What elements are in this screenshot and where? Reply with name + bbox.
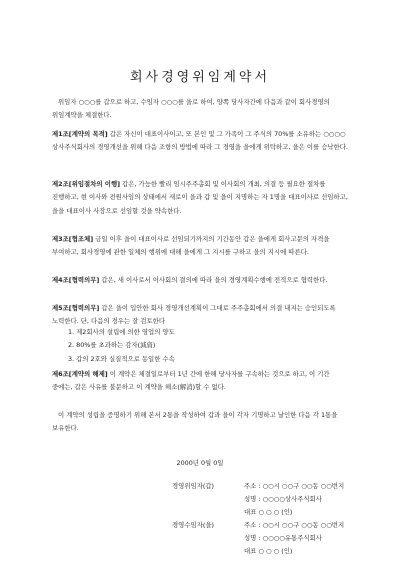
- intro-paragraph: 위임자 ○○○를 갑으로 하고, 수임자 ○○○를 을로 하여, 양쪽 당사자간에 다음과 같이 회사경영의 위임계약을 체결한다.: [52, 98, 330, 120]
- article-1-heading: 제1조[계약의 목적]: [52, 130, 108, 138]
- article-2-heading: 제2조[위임절차의 이행]: [52, 180, 121, 188]
- article-4-heading: 제4조[협력의무]: [52, 276, 100, 284]
- article-3-heading: 제3조[협조체]: [52, 235, 94, 243]
- article-3: [52, 233, 352, 260]
- article-6-text: 이 계약은 체결일로부터 1년 간에 한해 당사자를 구속하는 것으로 하고, 이 기간 중에는, 갑은 사유를 불문하고 이 계약을 해소(解消)할 수 없다.: [52, 370, 330, 392]
- article-1-text: 갑은 자신이 대표이사이고, 또 본인 및 그 가족이 그 주식의 70%를 소유하는 ○○○○상사주식회사의 경영개선을 위해 다음 조항의 방법에 따라 그 경영을 을에게 위탁하고, 을은 이를 승낙한다.: [52, 130, 348, 152]
- article-2-text: 갑은, 가능한 빨리 임시주주총회 및 이사회의 개최, 의결 등 필요한 절차를 진행하고, 현 이사와 전원사임의 상태에서 새로이 을과 갑 및 을이 지명하는 자 1명을 대표이사로 선임하고, 을을 대표이사 사장으로 선임할 것을 약속한다.: [52, 180, 348, 215]
- list-item: 2. 80%를 초과하는 감자(減資): [68, 341, 156, 350]
- article-4-text: 갑은, 새 이사로서 이사회의 결의에 따라 을의 경영계획수행에 전적으로 협력한다.: [99, 276, 328, 284]
- party-a-address: 주소 : ○○시 ○○구 ○○동 ○○번지: [244, 482, 345, 490]
- party-b-label: 경영수임자(을): [172, 521, 215, 529]
- article-5-heading: 제5조[협력의무]: [52, 304, 100, 312]
- article-3-text: 금일 이후 을이 대표이사로 선임되기까지의 기간동안 갑은 을에게 회사고문의 자격을 부여하고, 회사경영에 관한 일체의 행위에 대해 을에게 그 지시를 구하고 을의 지시에 따른다.: [52, 235, 330, 257]
- contract-date: 2000년 0월 0일: [176, 459, 224, 467]
- party-b-name: 성명 : ○○○○유통주식회사: [244, 534, 322, 542]
- party-a-name: 성명 : ○○○○상사주식회사: [244, 495, 322, 503]
- party-b-signature: [172, 519, 344, 558]
- party-a-label: 경영위임자(갑): [172, 482, 215, 490]
- article-4: [52, 274, 352, 287]
- article-5-list: [68, 326, 175, 366]
- party-a-rep: 대표 ○ ○ ○ (인): [244, 508, 293, 516]
- list-item: 1. 제2회사의 설립에 의한 영업의 양도: [68, 328, 175, 336]
- article-5-text: 갑은 을이 입안한 회사 경영개선계획이 그대로 주주총회에서 의결 내지는 승인되도록 노력한다. 단, 다음의 경우는 잘 검토한다: [52, 304, 336, 326]
- party-b-address: 주소 : ○○시 ○○구 ○○동 ○○번지: [244, 521, 345, 529]
- article-6: [52, 368, 352, 395]
- list-item: 3. 갑의 2호와 실질적으로 동일한 수속: [68, 354, 175, 363]
- document-title: 회사경영위임계약서: [129, 70, 271, 85]
- closing-paragraph: 이 계약의 성립을 증명하기 위해 본서 2통을 작성하여 갑과 을이 각자 기명하고 날인한 다음 각 1통을 보유한다.: [52, 411, 338, 433]
- article-6-heading: 제6조[계약의 해제]: [52, 370, 108, 378]
- article-1: [52, 128, 352, 155]
- article-2: [52, 178, 352, 218]
- party-b-rep: 대표 ○ ○ ○ (인): [244, 547, 293, 555]
- article-5: [52, 302, 352, 329]
- party-a-signature: [172, 480, 344, 519]
